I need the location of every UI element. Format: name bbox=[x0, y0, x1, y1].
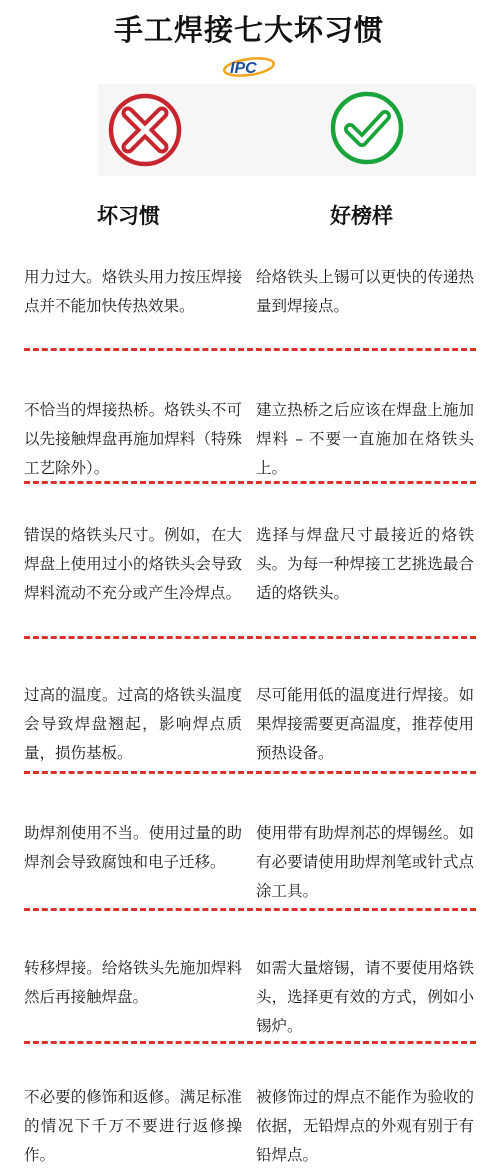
good-example-text: 建立热桥之后应该在焊盘上施加焊料 – 不要一直施加在烙铁头上。 bbox=[256, 401, 474, 477]
row-divider bbox=[24, 636, 476, 639]
row-divider bbox=[24, 1041, 476, 1044]
row-divider bbox=[24, 771, 476, 774]
page-title: 手工焊接七大坏习惯 bbox=[113, 13, 384, 47]
logo-text: IPC bbox=[230, 60, 257, 77]
ipc-logo bbox=[221, 56, 277, 78]
bad-habit-text: 转移焊接。给烙铁头先施加焊料然后再接触焊盘。 bbox=[24, 959, 242, 1006]
bad-habit-text: 助焊剂使用不当。使用过量的助焊剂会导致腐蚀和电子迁移。 bbox=[24, 824, 242, 871]
bad-habit-text: 错误的烙铁头尺寸。例如，在大焊盘上使用过小的烙铁头会导致焊料流动不充分或产生冷焊点。 bbox=[24, 526, 242, 602]
bad-habit-text: 不必要的修饰和返修。满足标准的情况下千万不要进行返修操作。 bbox=[24, 1088, 242, 1164]
bad-habit-text: 用力过大。烙铁头用力按压焊接点并不能加快传热效果。 bbox=[24, 268, 242, 315]
x-circle-icon bbox=[99, 84, 191, 176]
check-circle-icon bbox=[323, 84, 411, 172]
good-example-text: 给烙铁头上锡可以更快的传递热量到焊接点。 bbox=[256, 268, 474, 315]
row-divider bbox=[24, 348, 476, 351]
good-example-text: 尽可能用低的温度进行焊接。如果焊接需要更高温度，推荐使用预热设备。 bbox=[256, 686, 474, 762]
row-divider bbox=[24, 481, 476, 484]
bad-habit-text: 不恰当的焊接热桥。烙铁头不可以先接触焊盘再施加焊料（特殊工艺除外）。 bbox=[24, 401, 242, 477]
good-example-text: 选择与焊盘尺寸最接近的烙铁头。为每一种焊接工艺挑选最合适的烙铁头。 bbox=[256, 526, 474, 602]
good-example-text: 如需大量熔锡，请不要使用烙铁头，选择更有效的方式，例如小锡炉。 bbox=[256, 959, 474, 1035]
row-divider bbox=[24, 908, 476, 911]
bad-habits-heading: 坏习惯 bbox=[97, 204, 160, 228]
good-example-text: 使用带有助焊剂芯的焊锡丝。如有必要请使用助焊剂笔或针式点涂工具。 bbox=[256, 824, 474, 900]
bad-habit-text: 过高的温度。过高的烙铁头温度会导致焊盘翘起，影响焊点质量，损伤基板。 bbox=[24, 686, 242, 762]
good-example-text: 被修饰过的焊点不能作为验收的依据，无铅焊点的外观有别于有铅焊点。 bbox=[256, 1088, 474, 1164]
good-examples-heading: 好榜样 bbox=[330, 204, 393, 228]
